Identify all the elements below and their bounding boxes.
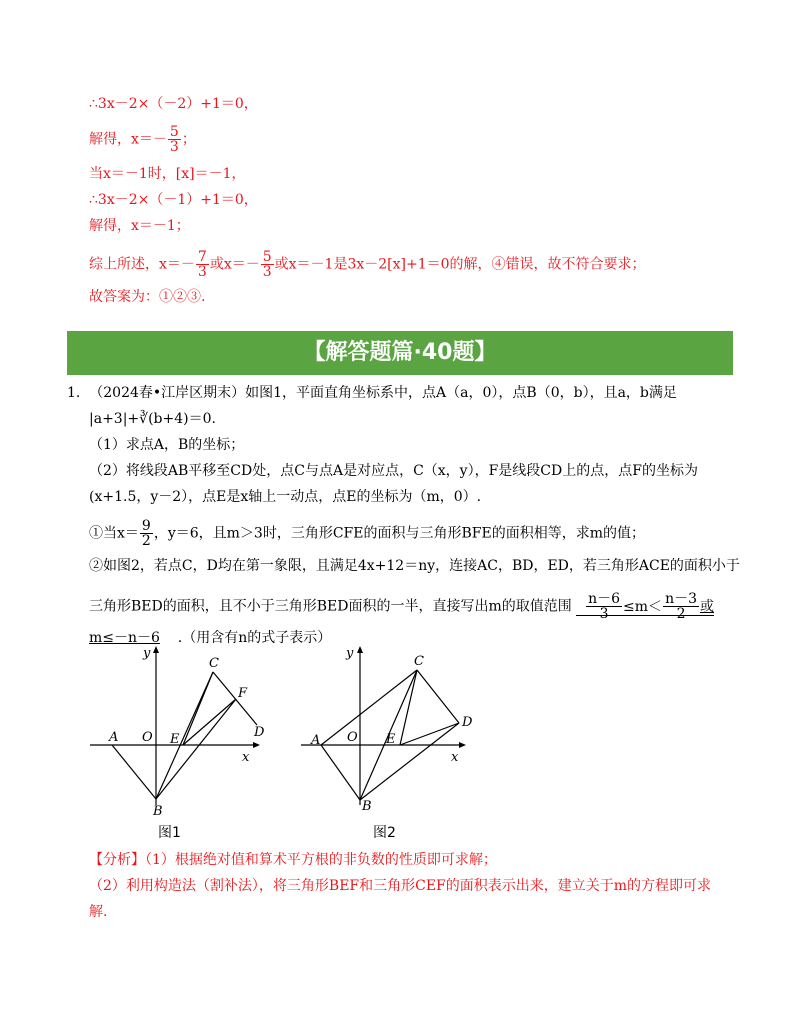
figure-1 [85,645,285,820]
problem-text: 三角形BED的面积，且不小于三角形BED面积的一半，直接写出m的取值范围 [89,598,572,615]
label-B: B [153,804,163,819]
solution-text: 或x＝－ [209,256,260,273]
fraction-denominator: 3 [197,264,207,280]
label-E: E [170,732,180,747]
segment-CD [417,670,459,723]
fraction-numerator: 9 [141,518,151,534]
figure-2-caption: 图2 [373,825,396,841]
problem-text: .（用含有n的式子表示） [177,630,332,646]
answer-text: 或 [700,598,714,615]
y-axis-arrow [357,646,363,653]
problem-number: 1. [67,385,81,401]
label-y: y [346,646,354,661]
solution-text: x＝－ [131,131,167,148]
segment-BD [360,723,459,800]
fraction-denominator: 2 [676,606,686,622]
problem-question-2b: (x+1.5，y－2），点E是x轴上一动点，点E的坐标为（m，0）. [89,489,482,505]
segment-AB [112,745,156,799]
problem-stem-text: （2024春•江岸区期末）如图1，平面直角坐标系中，点A（a，0），点B（0，b），且a，b满足 [89,385,677,401]
fraction [663,592,699,621]
fraction-numerator: 7 [197,249,207,265]
solution-line-4: ∴3x－2×（－1）+1＝0， [89,192,258,208]
segment-BC [156,672,213,799]
segment-AB [321,745,360,800]
fraction-denominator: 3 [599,606,609,622]
y-axis-arrow [153,646,159,653]
segment-CD [213,672,257,725]
answer-blank [576,591,714,622]
fraction [586,592,622,621]
problem-subquestion-2a: ②如图2，若点C，D均在第一象限，且满足4x+12＝ny，连接AC，BD，ED，若三角形ACE的面积小于 [89,558,740,574]
fraction-denominator: 3 [169,139,179,155]
problem-text: ①当x＝ [89,525,139,542]
x-axis-arrow [253,742,260,748]
x-axis-arrow [459,742,466,748]
label-B: B [362,799,372,814]
solution-text: 解得， [89,131,131,148]
label-O: O [347,730,358,745]
label-C: C [209,656,219,671]
fraction-numerator: 5 [262,249,272,265]
answer-text: ≤m＜ [623,598,663,615]
label-D: D [254,725,265,740]
problem-question-2a: （2）将线段AB平移至CD处，点C与点A是对应点，C（x，y），F是线段CD上的点，点F的坐标为 [89,463,698,479]
problem-question-1: （1）求点A，B的坐标； [89,437,245,453]
analysis-line-2: （2）利用构造法（割补法），将三角形BEF和三角形CEF的面积表示出来，建立关于m的方程即可求 [89,878,712,894]
problem-subquestion-1 [89,519,645,548]
solution-line-6 [89,250,646,279]
figure-2 [296,645,486,820]
solution-line-1: ∴3x－2×（－2）+1＝0， [89,96,258,112]
label-x: x [242,750,250,765]
label-D: D [462,715,473,730]
solution-text: 或x＝－1是3x－2[x]+1＝0的解，④错误，故不符合要求； [274,256,646,273]
fraction-numerator: n－3 [665,591,697,607]
label-y: y [143,646,151,661]
label-E: E [386,732,396,747]
label-A: A [311,733,321,748]
fraction-numerator: 5 [169,124,179,140]
fraction-denominator: 2 [141,533,151,549]
solution-text: 综上所述，x＝－ [89,256,195,273]
label-A: A [109,730,119,745]
fraction [168,125,181,154]
label-F: F [238,686,248,701]
analysis-text: （1）根据绝对值和算术平方根的非负数的性质即可求解； [145,852,497,868]
section-title-bar: 【解答题篇·40题】 [67,331,733,375]
fraction [261,250,274,279]
solution-text: ； [181,131,196,148]
solution-line-5: 解得，x＝－1； [89,218,190,234]
segment-ED [400,723,459,745]
analysis-line-1 [89,850,497,870]
fraction [140,519,153,548]
label-O: O [142,730,153,745]
analysis-line-3: 解. [89,904,108,920]
label-C: C [414,654,424,669]
solution-line-3: 当x＝－1时，[x]＝－1， [89,166,246,182]
solution-line-2 [89,125,196,154]
answer-text: m≤－n－6 [89,630,160,646]
analysis-tag: 【分析】 [89,852,145,868]
fraction [196,250,209,279]
problem-text: ，y＝6，且m＞3时，三角形CFE的面积与三角形BFE的面积相等，求m的值； [153,525,645,542]
problem-stem-line-1 [67,383,677,403]
label-x: x [451,750,459,765]
fraction-numerator: n－6 [588,591,621,607]
solution-line-7: 故答案为：①②③. [89,289,206,305]
problem-stem-line-2: |a+3|+∛(b+4)＝0. [89,411,216,427]
fraction-denominator: 3 [262,264,272,280]
figure-1-caption: 图1 [158,825,181,841]
problem-subquestion-2b [89,592,714,621]
